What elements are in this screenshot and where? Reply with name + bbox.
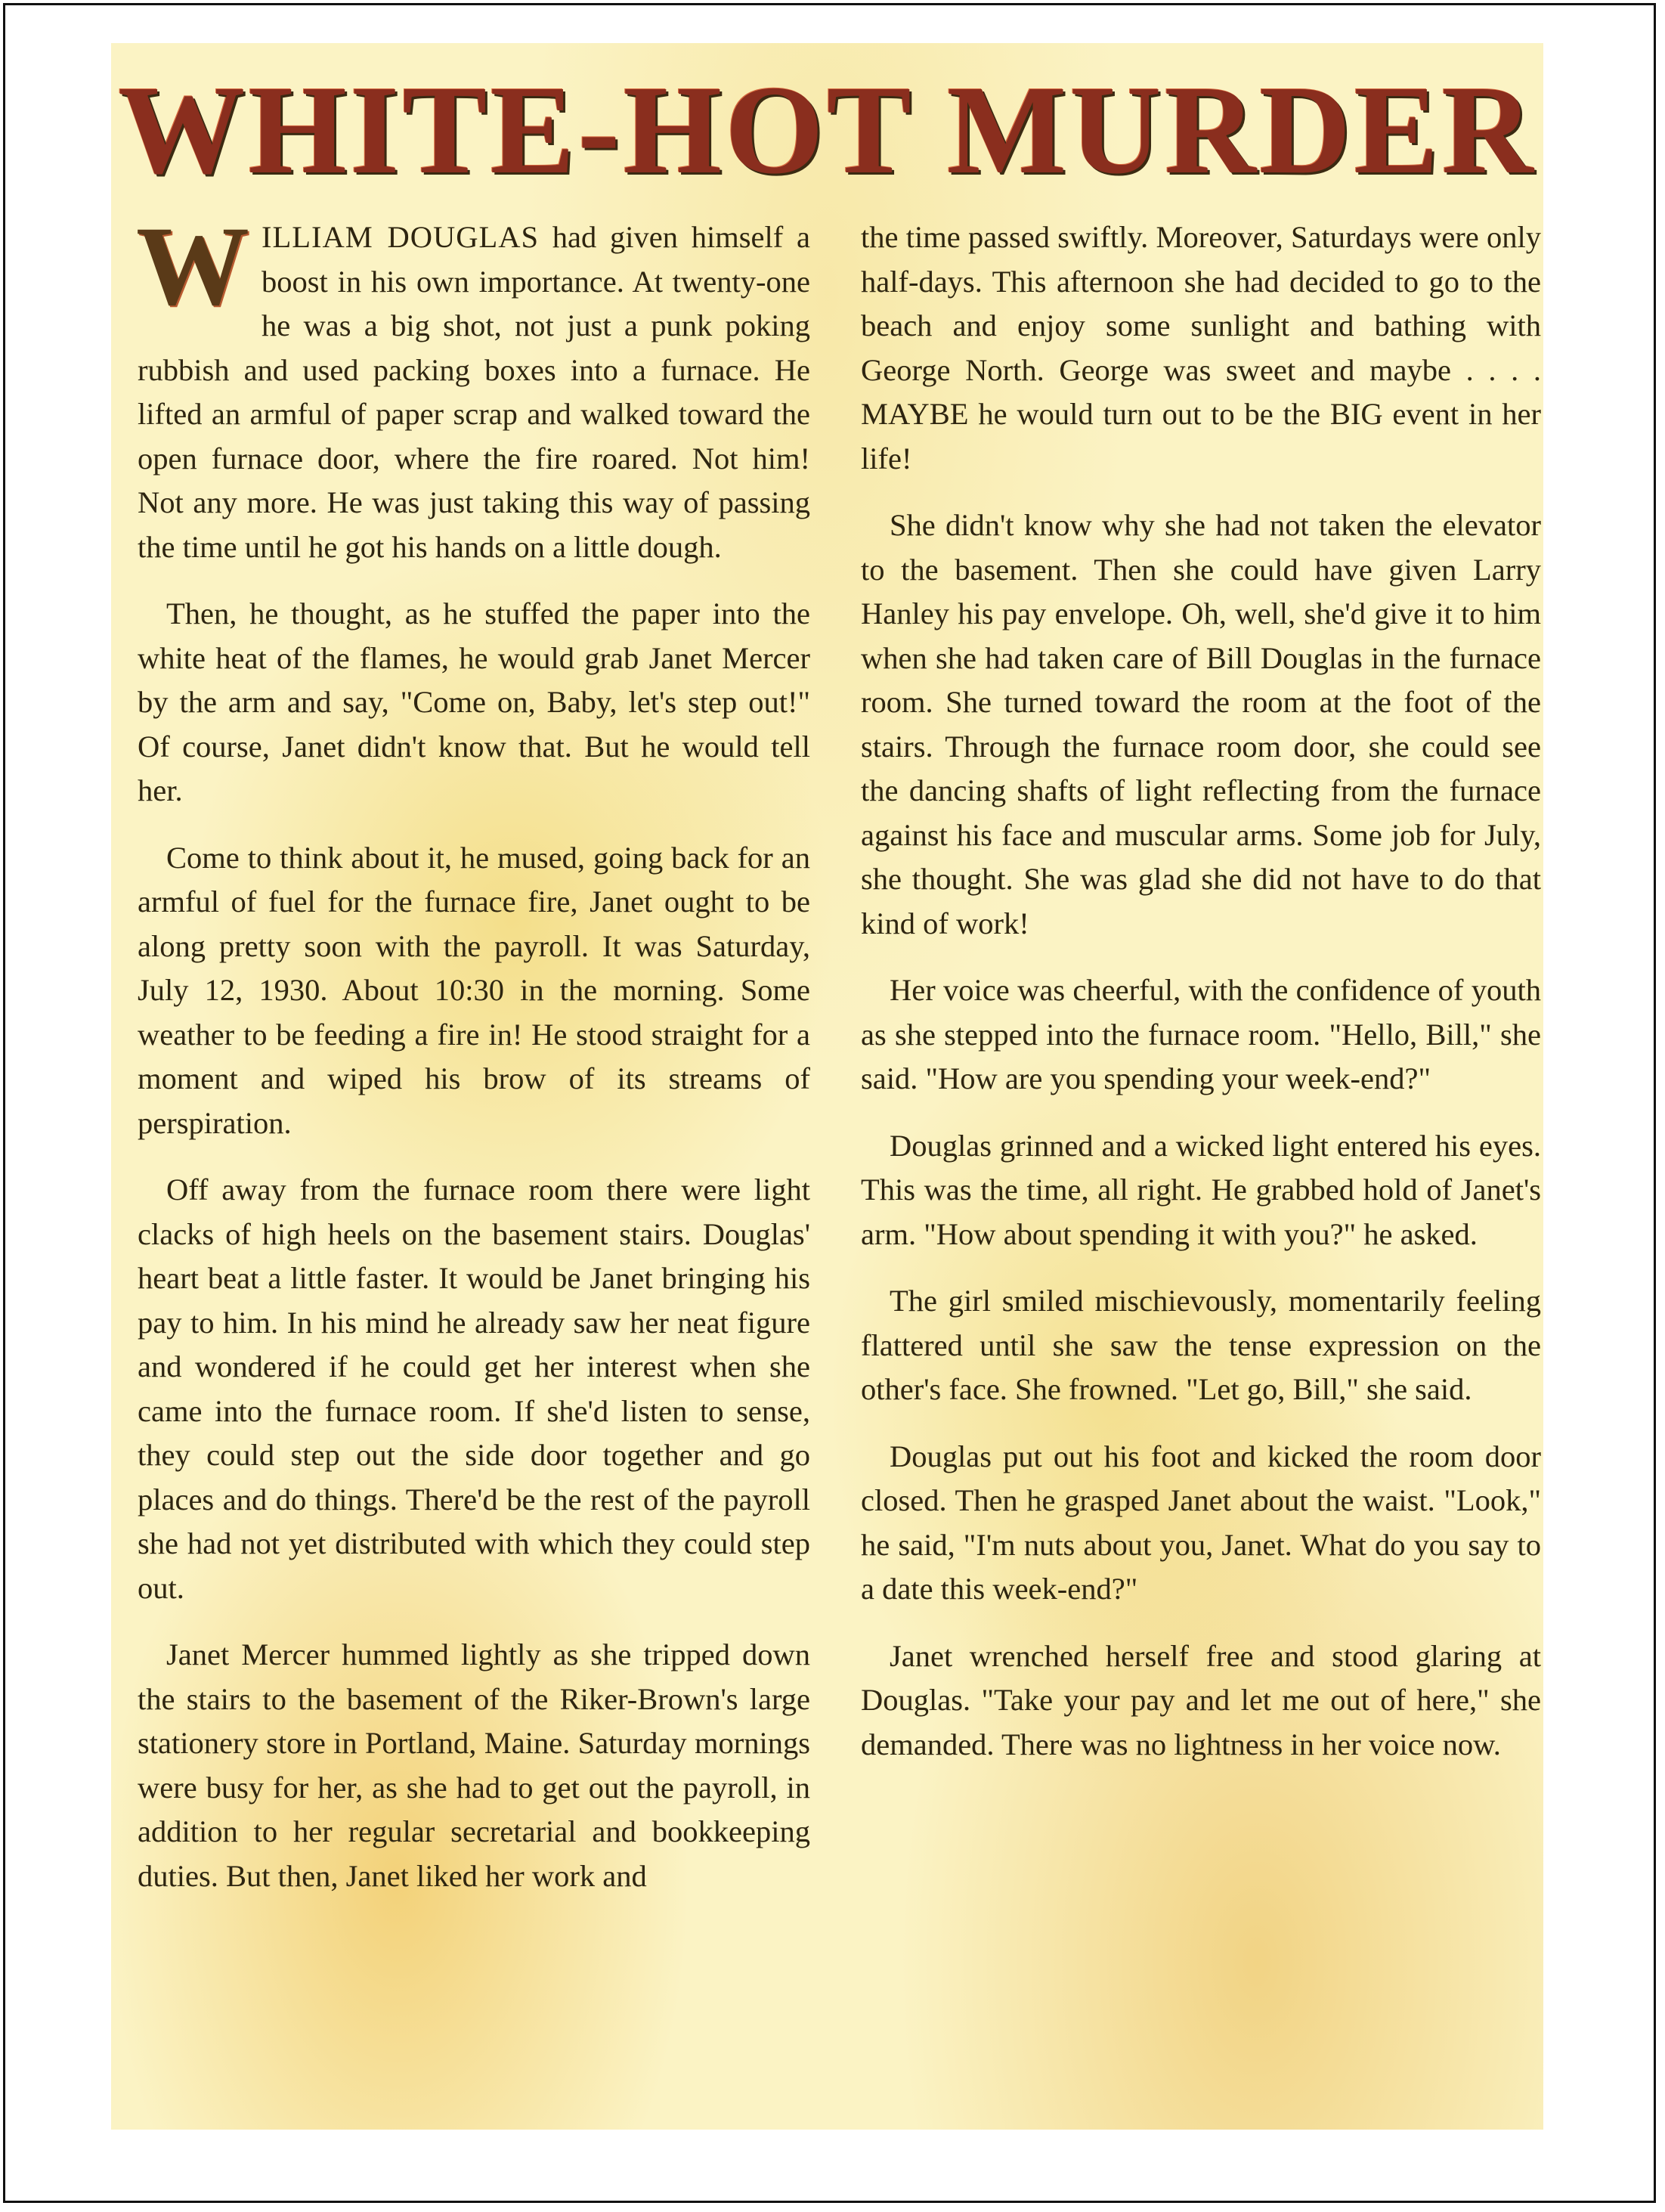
first-paragraph: [136, 203, 810, 569]
paragraph: The girl smiled mischievously, momentarily feeling flattered until she saw the tense expression on the other's face. She frowned. "Let go, Bill," she said.: [861, 1284, 1541, 1406]
paragraph: Then, he thought, as he stuffed the paper into the white heat of the flames, he would grab Janet Mercer by the arm and say, "Come on, Baby, let's step out!" Of course, Janet didn't know that. But he would tell her.: [138, 596, 810, 807]
paragraph: Douglas grinned and a wicked light entered his eyes. This was the time, all right. He grabbed hold of Janet's arm. "How about spending it with you?" he asked.: [861, 1128, 1541, 1251]
page-frame: [3, 3, 1656, 2203]
left-column: [136, 203, 810, 1921]
paragraph: Janet wrenched herself free and stood glaring at Douglas. "Take your pay and let me out of here," she demanded. There was no lightness in her voice now.: [861, 1638, 1541, 1761]
paragraph: Come to think about it, he mused, going back for an armful of fuel for the furnace fire, Janet ought to be along pretty soon with the payroll. It was Saturday, July 12, 1930. About 10:30 in the morning. Some weather to be feeding a fire in! He stood straight for a moment and wiped his brow of its streams of perspiration.: [138, 840, 810, 1140]
lead-caps: ILLIAM DOUGLAS: [262, 220, 539, 254]
paragraph: She didn't know why she had not taken the elevator to the basement. Then she could have given Larry Hanley his pay envelope. Oh, well, she'd give it to him when she had taken care of Bill Douglas in the furnace room. She turned toward the room at the foot of the stairs. Through the furnace room door, she could see the dancing shafts of light reflecting from the furnace against his face and muscular arms. Some job for July, she thought. She was glad she did not have to do that kind of work!: [861, 508, 1541, 940]
paragraph: Her voice was cheerful, with the confidence of youth as she stepped into the furnace room. "Hello, Bill," she said. "How are you spending your week-end?": [861, 973, 1541, 1095]
magazine-page: [111, 43, 1543, 2130]
continuation-paragraph: the time passed swiftly. Moreover, Saturdays were only half-days. This afternoon she had decided to go to the beach and enjoy some sunlight and bathing with George North. George was sweet and maybe . . . . MAYBE he would turn out to be the BIG event in her life!: [861, 220, 1541, 476]
paragraph: Douglas put out his foot and kicked the room door closed. Then he grasped Janet about the waist. "Look," he said, "I'm nuts about you, Janet. What do you say to a date this week-end?": [861, 1439, 1541, 1606]
article-title: WHITE-HOT MURDER: [118, 60, 1537, 200]
drop-cap: W: [136, 203, 249, 329]
right-column: [861, 215, 1541, 1789]
first-paragraph-text: had given himself a boost in his own importance. At twenty-one he was a big shot, not just a punk poking rubbish and used packing boxes into a furnace. He lifted an armful of paper scrap and walked toward the open furnace door, where the fire roared. Not him! Not any more. He was just taking this way of passing the time until he got his hands on a little dough.: [138, 220, 810, 564]
paragraph: Janet Mercer hummed lightly as she tripped down the stairs to the basement of the Riker-Brown's large stationery store in Portland, Maine. Saturday mornings were busy for her, as she had to get out the payroll, in addition to her regular secretarial and bookkeeping duties. But then, Janet liked her work and: [138, 1637, 810, 1893]
paragraph: Off away from the furnace room there were light clacks of high heels on the basement stairs. Douglas' heart beat a little faster. It would be Janet bringing his pay to him. In his mind he already saw her neat figure and wondered if he could get her interest when she came into the furnace room. If she'd listen to sense, they could step out the side door together and go places and do things. There'd be the rest of the payroll she had not yet distributed with which they could step out.: [138, 1173, 810, 1605]
